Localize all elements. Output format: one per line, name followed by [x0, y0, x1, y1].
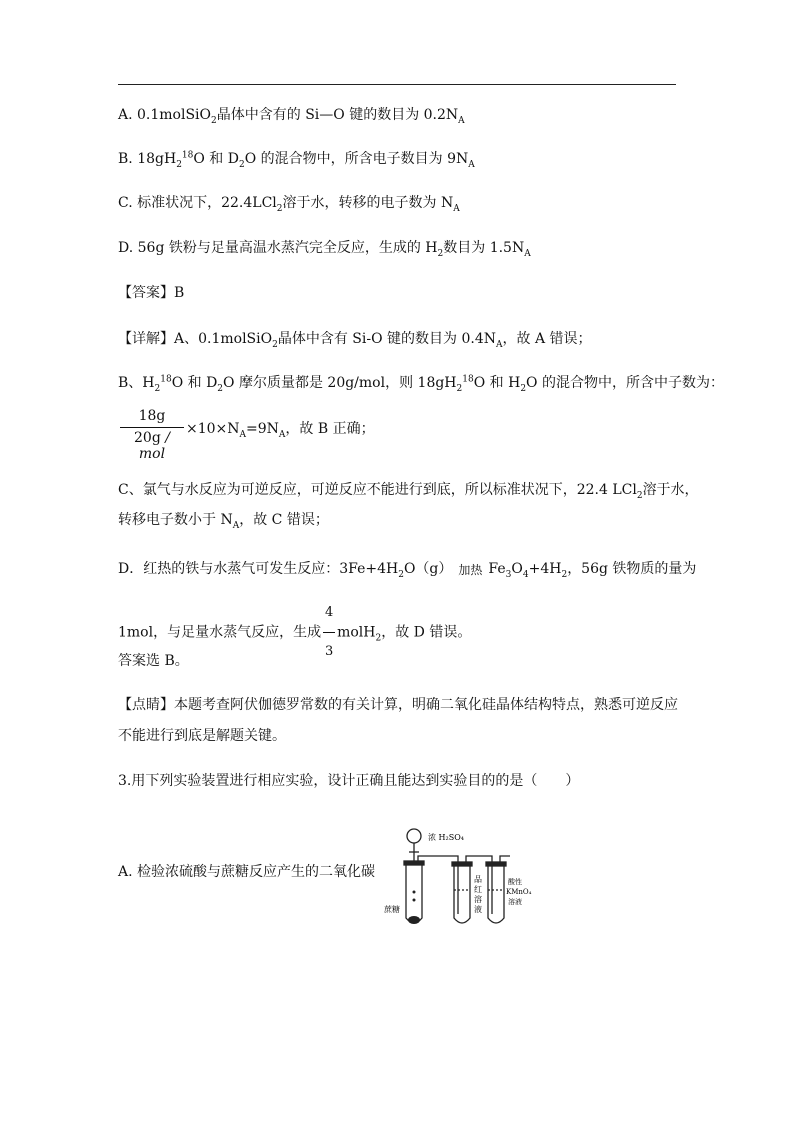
detail-c: C、氯气与水反应为可逆反应，可逆反应不能进行到底，所以标准状况下，22.4 LCl$_2$溶于水， [118, 482, 699, 501]
comment-line-1: 【点睛】本题考查阿伏伽德罗常数的有关计算，明确二氧化硅晶体结构特点，熟悉可逆反应 [118, 697, 678, 713]
fraction-bar [120, 427, 184, 428]
label-acid: 浓 H₂SO₄ [428, 833, 464, 842]
fraction-molar-mass [120, 408, 184, 462]
label-kmno4-1: 酸性 [508, 878, 522, 886]
experiment-apparatus [384, 826, 532, 930]
detail-c-cont: 转移电子数小于 $N_A$，故 C 错误； [118, 512, 329, 531]
label-kmno4-2: KMnO₄ [506, 888, 532, 896]
label-kmno4-3: 溶液 [508, 898, 522, 906]
detail-a: 【详解】A、0.1molSiO$_2$晶体中含有 Si-O 键的数目为 $0.4N_A$，故 A 错误； [118, 331, 592, 350]
fraction-four-thirds: $\frac{4}{3}$ [324, 605, 334, 659]
option-a: A. 0.1molSiO$_2$晶体中含有的 Si—O 键的数目为 $0.2N_A$ [118, 107, 465, 126]
detail-b: B、$H_2^{18}O$ 和 $D_2O$ 摩尔质量都是 20g/mol，则 $18gH_2^{18}O$ 和 $H_2O$ 的混合物中，所含中子数为： [118, 374, 724, 394]
answer-label: 【答案】B [118, 285, 185, 301]
label-pinhong-1: 品 [474, 875, 482, 884]
label-pinhong-4: 液 [474, 905, 482, 914]
label-sugar: 蔗糖 [384, 905, 400, 914]
fraction-denominator: 20g / mol [134, 430, 170, 462]
option-b: B. $18gH_2^{18}O$ 和 $D_2O$ 的混合物中，所含电子数目为 $9N_A$ [118, 150, 475, 170]
question-3: 3.用下列实验装置进行相应实验，设计正确且能达到实验目的的是（ ） [118, 773, 580, 789]
comment-line-2: 不能进行到底是解题关键。 [118, 728, 286, 744]
detail-d: D．红热的铁与水蒸气可发生反应：$3Fe+4H_2O(g)$ 加热 $Fe_3O_4+4H_2$，56g 铁物质的量为 [118, 561, 697, 580]
header-rule [118, 84, 676, 85]
detail-b-result: $\times 10\times N_A=9N_A$，故 B 正确； [186, 421, 375, 440]
sugar-solid [408, 916, 420, 924]
question-3-option-a: A. 检验浓硫酸与蔗糖反应产生的二氧化碳 [118, 864, 376, 880]
label-pinhong-2: 红 [474, 885, 482, 894]
label-pinhong-3: 溶 [474, 895, 482, 904]
detail-d-cont: 1mol，与足量水蒸气反应，生成 $\frac{4}{3}$ molH$_2$，故 D 错误。 [118, 595, 471, 670]
answer-select: 答案选 B。 [118, 653, 189, 669]
option-c: C. 标准状况下，22.4LCl$_2$溶于水，转移的电子数为 $N_A$ [118, 195, 460, 214]
test-tube-3 [488, 866, 504, 923]
funnel-bulb [407, 829, 421, 843]
fraction-numerator: 18g [138, 408, 166, 424]
option-d: D. 56g 铁粉与足量高温水蒸汽完全反应，生成的 $H_2$数目为 $1.5N_A$ [118, 240, 531, 259]
test-tube-2 [454, 866, 470, 923]
